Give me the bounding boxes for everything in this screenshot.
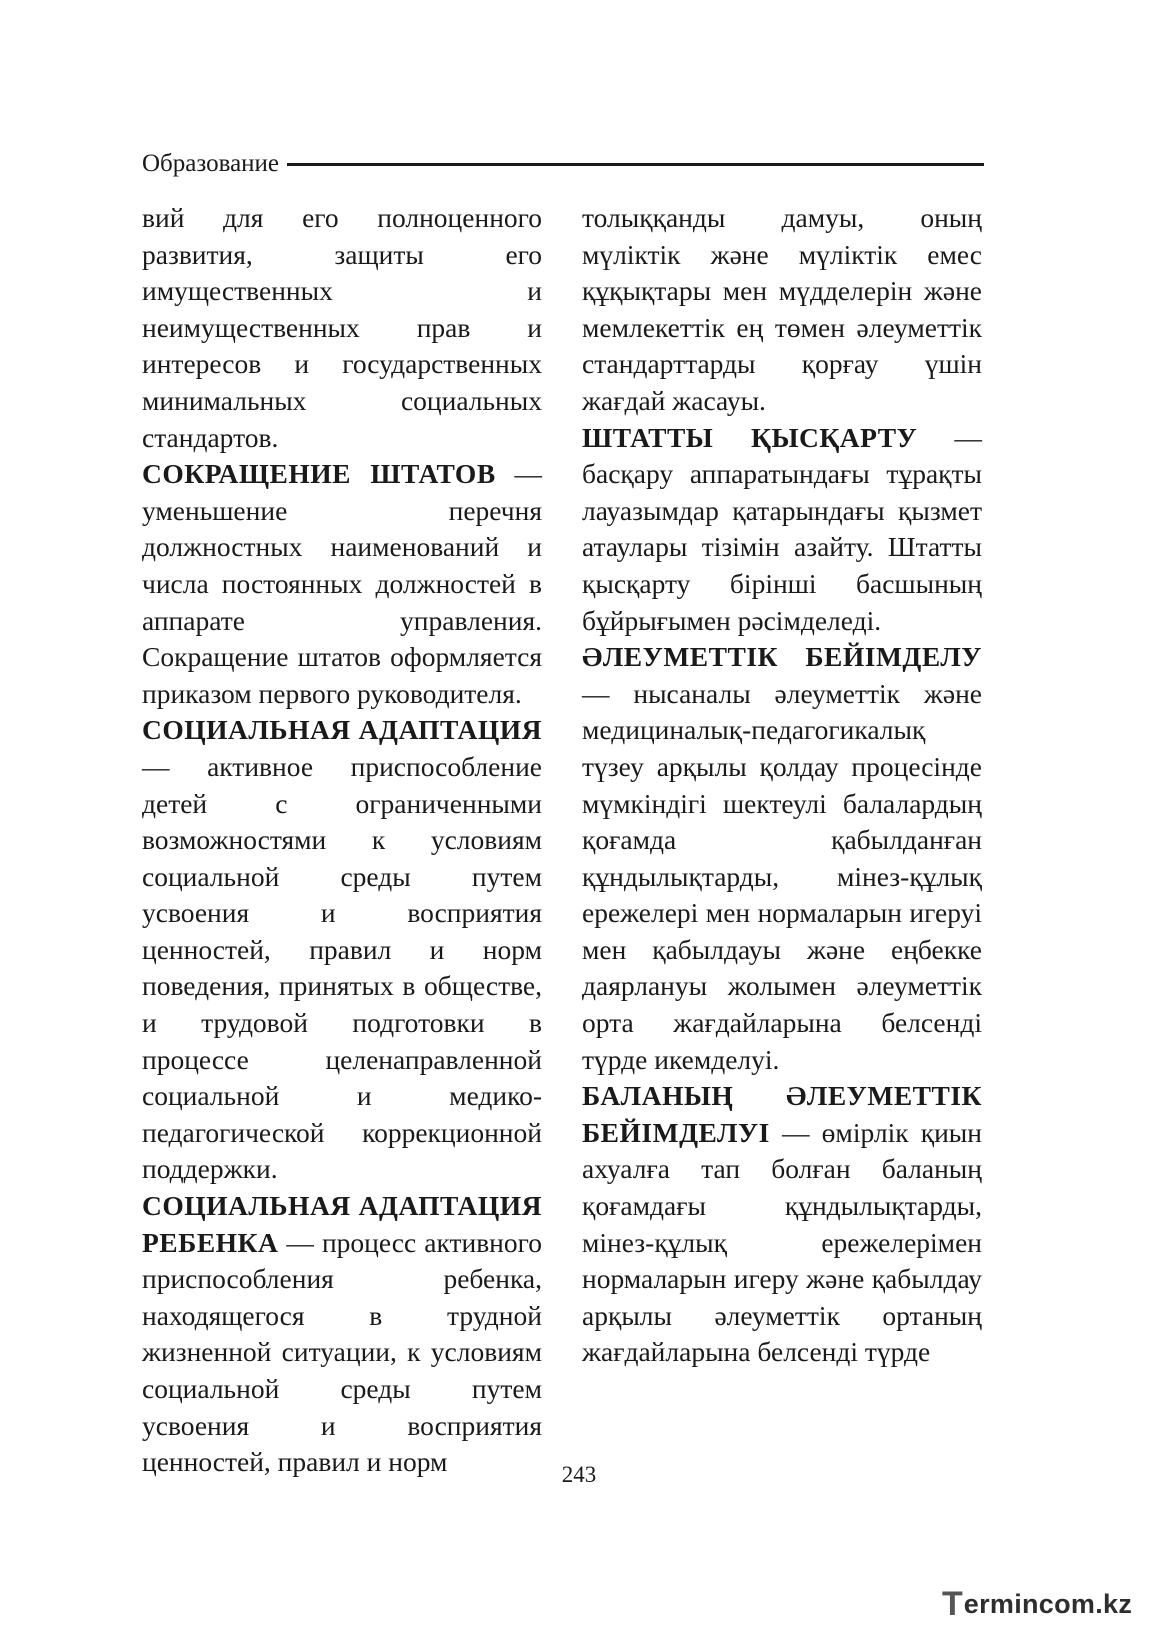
entry-text: — басқару аппаратындағы тұрақты лауазымдар қатарындағы қызмет атаулары тізімін азайту. Штатты қысқарту бірінші басшының бұйрығымен рәсімделеді. — [582, 421, 982, 636]
entry-term: СОЦИАЛЬНАЯ АДАПТАЦИЯ — [142, 714, 542, 746]
entry-paragraph — [582, 420, 982, 640]
watermark-text: ermincom.kz — [963, 1588, 1133, 1619]
entry-paragraph — [142, 456, 542, 712]
entry-text: вий для его полноценного развития, защиты его имущественных и неимущественных прав и интересов и государственных минимальных социальных стандартов. — [142, 202, 542, 453]
entry-paragraph — [142, 1188, 542, 1481]
entry-text: — нысаналы әлеуметтік және медициналық-педагогикалық түзеу арқылы қолдау процесінде мүмкіндігі шектеулі балалардың қоғамда қабылданған құндылықтарды, мінез-құлық ережелері мен нормаларын игеруі мен қабылдауы және еңбекке даярлануы жолымен әлеуметтік орта жағдайларына белсенді түрде икемделуі. — [582, 677, 982, 1075]
entry-paragraph — [582, 639, 982, 1078]
site-watermark — [942, 1584, 1152, 1624]
running-header — [142, 144, 984, 184]
right-column — [582, 200, 982, 1371]
entry-paragraph — [582, 1078, 982, 1371]
entry-term: БАЛАНЫҢ ӘЛЕУМЕТТІК БЕЙІМДЕЛУІ — [582, 1080, 982, 1148]
entry-text: — уменьшение перечня должностных наименований и числа постоянных должностей в аппарате управления. Сокращение штатов оформляется приказом первого руководителя. — [142, 458, 543, 709]
entry-paragraph — [142, 712, 542, 1188]
entry-term: СОКРАЩЕНИЕ ШТАТОВ — [142, 458, 496, 490]
entry-paragraph — [582, 200, 982, 420]
entry-text: толыққанды дамуы, оның мүліктік және мүліктік емес құқықтары мен мүдделерін және мемлекеттік ең төмен әлеуметтік стандарттарды қорғау үшін жағдай жасауы. — [582, 202, 982, 416]
entry-paragraph — [142, 200, 542, 456]
entry-text: — процесс активного приспособления ребенка, находящегося в трудной жизненной ситуации, к условиям социальной среды путем усвоения и восприятия ценностей, правил и норм — [142, 1226, 542, 1478]
left-column — [142, 200, 542, 1481]
page-number: 243 — [561, 1462, 597, 1487]
entry-text: — активное приспособление детей с ограниченными возможностями к условиям социальной среды путем усвоения и восприятия ценностей, правил и норм поведения, принятых в обществе, и трудовой подготовки в процессе целенаправленной социальной и медико-педагогической коррекционной поддержки. — [142, 750, 542, 1185]
watermark-logo-letter: T — [942, 1585, 963, 1623]
entry-term: СОЦИАЛЬНАЯ АДАПТАЦИЯ РЕБЕНКА — [142, 1190, 542, 1258]
entry-term: ӘЛЕУМЕТТІК БЕЙІМДЕЛУ — [582, 641, 982, 673]
header-title: Образование — [142, 150, 280, 177]
entry-term: ШТАТТЫ ҚЫСҚАРТУ — [582, 421, 918, 453]
entry-text: — өмірлік қиын ахуалға тап болған баланың қоғамдағы құндылықтарды, мінез-құлық ережелерімен нормаларын игеру және қабылдау арқылы әлеуметтік ортаның жағдайларына белсенді түрде — [582, 1116, 982, 1368]
header-rule — [287, 163, 984, 166]
